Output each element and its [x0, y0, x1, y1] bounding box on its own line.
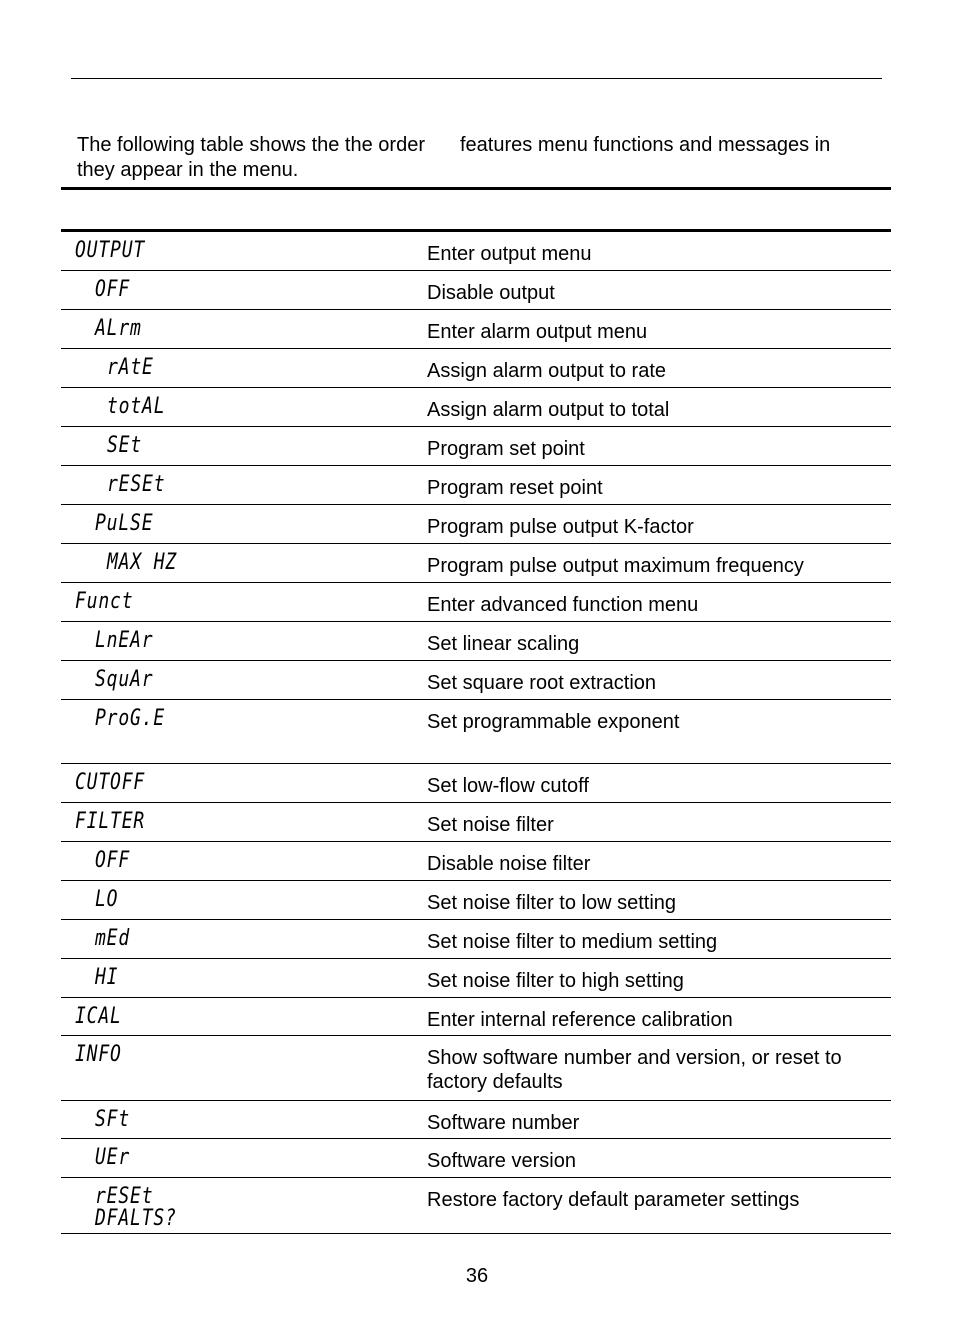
display-message: [95, 889, 118, 911]
table-row: [61, 661, 891, 700]
display-text: OFF: [95, 848, 131, 873]
table-row: [61, 842, 891, 881]
table-row: [61, 271, 891, 310]
table-row: [61, 803, 891, 842]
display-message: [75, 240, 145, 262]
display-text: Funct: [75, 589, 134, 614]
display-text: UEr: [95, 1145, 131, 1170]
display-text: totAL: [107, 394, 166, 419]
display-message: [75, 811, 145, 833]
row-description: Show software number and version, or reset to factory defaults: [427, 1047, 842, 1093]
display-message: [95, 279, 130, 301]
display-text: FILTER: [75, 809, 146, 834]
table-row: [61, 1178, 891, 1234]
display-text: LnEAr: [95, 628, 154, 653]
table-row: [61, 764, 891, 803]
table-row: [61, 583, 891, 622]
row-description: Software number: [427, 1112, 580, 1134]
row-description: Program reset point: [427, 477, 603, 499]
table-row: [61, 622, 891, 661]
display-text: HI: [95, 965, 119, 990]
display-message: [75, 1044, 122, 1066]
row-description: Software version: [427, 1150, 576, 1172]
row-description: Enter alarm output menu: [427, 321, 648, 343]
table-row: [61, 881, 891, 920]
display-text: CUTOFF: [75, 770, 146, 795]
table-row: [61, 544, 891, 583]
display-text-line2: DFALTS?: [95, 1206, 177, 1231]
table-row: [61, 427, 891, 466]
table-top-rule: [61, 187, 891, 190]
display-message: [95, 318, 142, 340]
row-description: Disable output: [427, 282, 555, 304]
row-description: Set programmable exponent: [427, 711, 680, 733]
intro-text-right: features menu functions and messages in: [460, 134, 831, 156]
table-row: [61, 388, 891, 427]
display-message: [107, 357, 154, 379]
table-row: [61, 310, 891, 349]
display-text: mEd: [95, 926, 131, 951]
header-rule: [71, 78, 882, 79]
display-message: [75, 591, 133, 613]
display-message: [95, 708, 165, 730]
row-description: Assign alarm output to rate: [427, 360, 667, 382]
display-text: rESEt: [95, 1184, 154, 1209]
table-row: [61, 1101, 891, 1139]
display-text: ICAL: [75, 1004, 122, 1029]
row-description: Assign alarm output to total: [427, 399, 670, 421]
display-message: [75, 1006, 122, 1028]
table-row: [61, 505, 891, 544]
display-message: [107, 396, 165, 418]
display-message: [95, 1147, 130, 1169]
row-description: Program set point: [427, 438, 585, 460]
row-description: Restore factory default parameter settings: [427, 1189, 800, 1211]
table-row: [61, 700, 891, 764]
display-message: [95, 669, 153, 691]
table-row: [61, 1139, 891, 1178]
row-description: Set noise filter to low setting: [427, 892, 677, 914]
row-description: Set noise filter to high setting: [427, 970, 684, 992]
row-description: Program pulse output K-factor: [427, 516, 694, 538]
display-message: [95, 1186, 177, 1230]
display-text: OUTPUT: [75, 238, 146, 263]
row-description: Set low-flow cutoff: [427, 775, 589, 797]
table-row: [61, 466, 891, 505]
table-row: [61, 232, 891, 271]
display-text: INFO: [75, 1042, 122, 1067]
display-message: [107, 435, 142, 457]
display-message: [107, 474, 165, 496]
display-message: [95, 513, 153, 535]
display-message: [95, 928, 130, 950]
display-message: [95, 630, 153, 652]
row-description: Enter advanced function menu: [427, 594, 699, 616]
row-description: Enter internal reference calibration: [427, 1009, 733, 1031]
display-text: SEt: [107, 433, 143, 458]
display-message: [95, 1109, 130, 1131]
display-message: [95, 967, 118, 989]
display-text: PuLSE: [95, 511, 154, 536]
display-text: ALrm: [95, 316, 142, 341]
table-row: [61, 349, 891, 388]
display-message: [107, 552, 177, 574]
display-text: LO: [95, 887, 119, 912]
display-text: ProG.E: [95, 706, 166, 731]
row-description: Set noise filter to medium setting: [427, 931, 718, 953]
display-text: rESEt: [107, 472, 166, 497]
row-description: Set linear scaling: [427, 633, 580, 655]
row-description: Enter output menu: [427, 243, 592, 265]
display-text: SquAr: [95, 667, 154, 692]
table-row: [61, 920, 891, 959]
display-text: SFt: [95, 1107, 131, 1132]
intro-text-left: The following table shows the the order they appear in the menu.: [77, 134, 425, 181]
display-message: [75, 772, 145, 794]
table-row: [61, 998, 891, 1036]
row-description: Program pulse output maximum frequency: [427, 555, 804, 577]
page-number: 36: [465, 1265, 489, 1287]
display-message: [95, 850, 130, 872]
table-row: [61, 1036, 891, 1101]
display-text: OFF: [95, 277, 131, 302]
row-description: Disable noise filter: [427, 853, 591, 875]
row-description: Set noise filter: [427, 814, 554, 836]
row-description: Set square root extraction: [427, 672, 657, 694]
display-text: MAX HZ: [107, 550, 178, 575]
display-text: rAtE: [107, 355, 154, 380]
table-row: [61, 959, 891, 998]
